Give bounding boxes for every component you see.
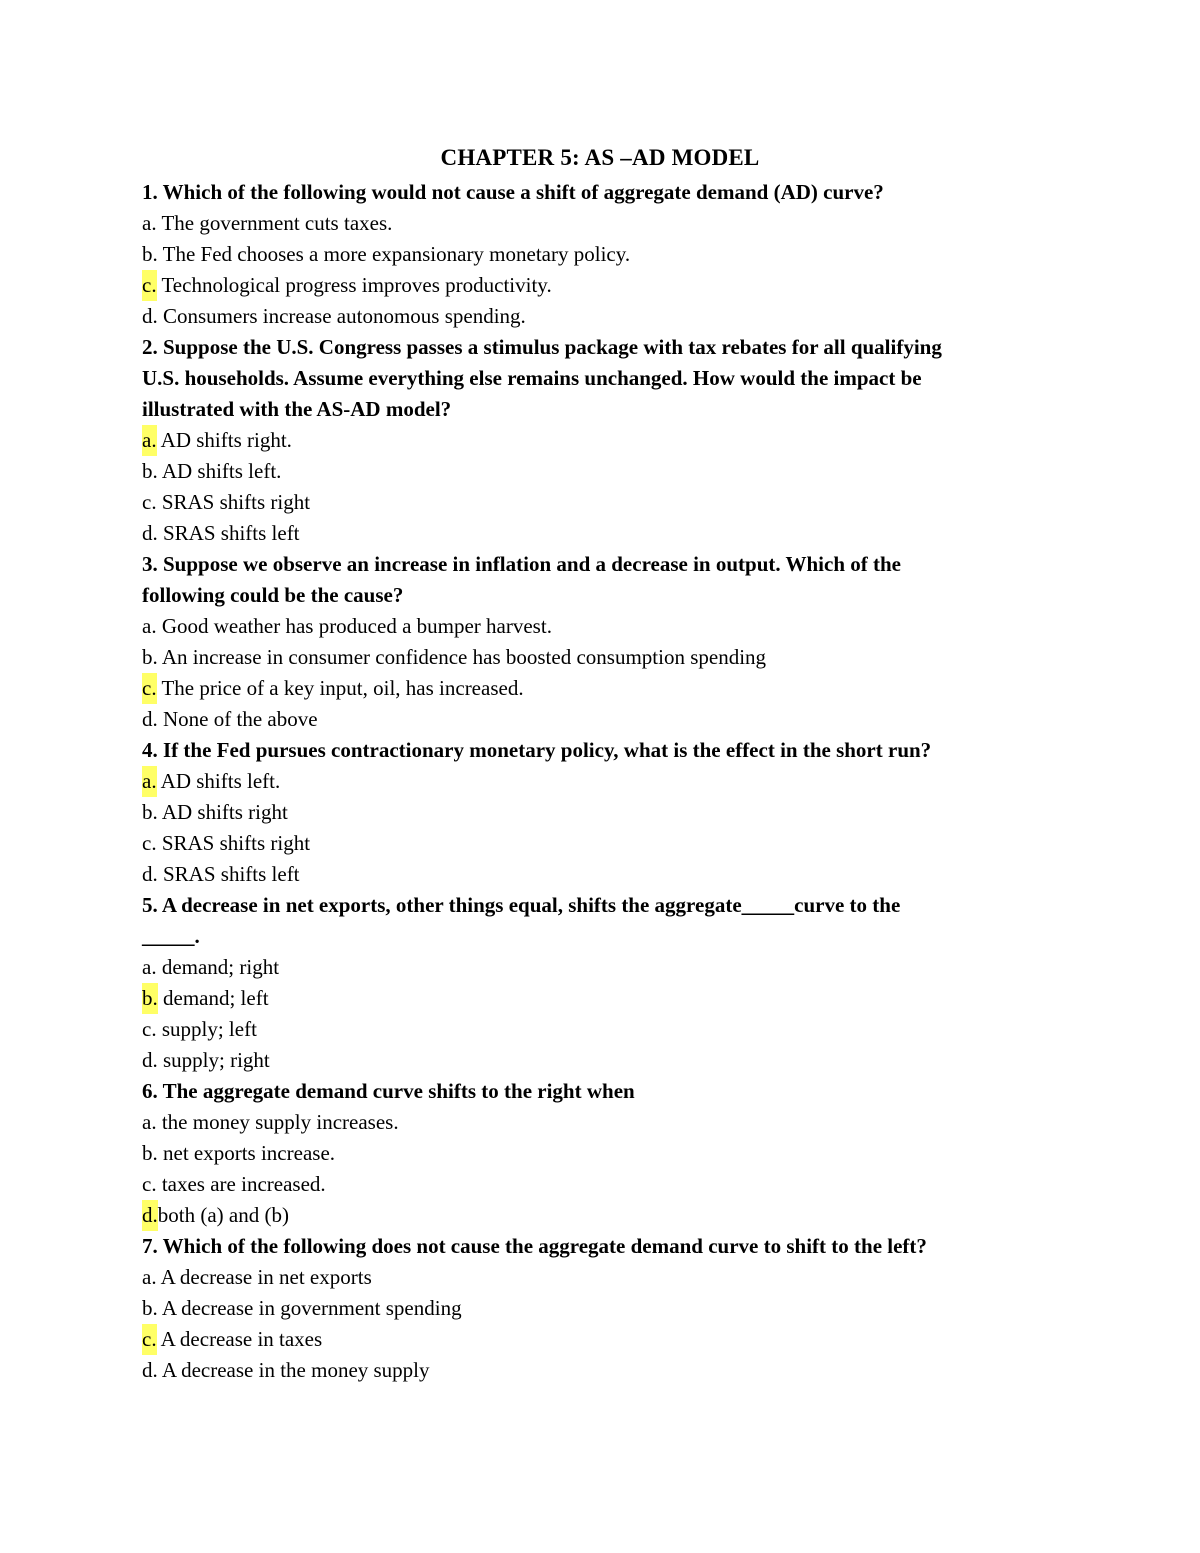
- answer-letter: b.: [142, 800, 158, 824]
- answer-text: demand; left: [157, 986, 269, 1010]
- answer-option: [142, 456, 1062, 487]
- answer-option: [142, 859, 1062, 890]
- answer-text: SRAS shifts left: [157, 521, 300, 545]
- answer-letter: d.: [142, 521, 158, 545]
- answer-option: [142, 828, 1062, 859]
- answer-option: [142, 611, 1062, 642]
- question-prompt: following could be the cause?: [142, 583, 404, 607]
- answer-option: [142, 1138, 1062, 1169]
- answer-letter-highlighted: b.: [142, 983, 158, 1014]
- answer-letter: c.: [142, 1017, 157, 1041]
- question-prompt: 6. The aggregate demand curve shifts to the right when: [142, 1079, 635, 1103]
- answer-letter: d.: [142, 304, 158, 328]
- answer-letter: d.: [142, 862, 158, 886]
- answer-text: supply; right: [157, 1048, 270, 1072]
- question-block: [142, 890, 1062, 1076]
- answer-text: taxes are increased.: [156, 1172, 326, 1196]
- answer-text: None of the above: [157, 707, 318, 731]
- question-prompt: _____.: [142, 924, 200, 948]
- answer-text: Technological progress improves productivity.: [156, 273, 552, 297]
- answer-option: [142, 1107, 1062, 1138]
- answer-text: An increase in consumer confidence has boosted consumption spending: [157, 645, 767, 669]
- answer-letter: c.: [142, 1172, 157, 1196]
- answer-option: [142, 1262, 1062, 1293]
- answer-letter: a.: [142, 1265, 157, 1289]
- answer-option: [142, 1324, 1062, 1355]
- question-prompt: 3. Suppose we observe an increase in inflation and a decrease in output. Which of the: [142, 552, 901, 576]
- answer-text: both (a) and (b): [157, 1203, 289, 1227]
- answer-option: [142, 518, 1062, 549]
- answer-letter: a.: [142, 1110, 157, 1134]
- answer-letter: d.: [142, 1048, 158, 1072]
- answer-letter-highlighted: c.: [142, 270, 157, 301]
- answer-option: [142, 487, 1062, 518]
- answer-letter-highlighted: a.: [142, 766, 157, 797]
- answer-option: [142, 766, 1062, 797]
- answer-text: The Fed chooses a more expansionary monetary policy.: [157, 242, 631, 266]
- question-prompt: 7. Which of the following does not cause the aggregate demand curve to shift to the left?: [142, 1234, 927, 1258]
- question-block: [142, 1231, 1062, 1386]
- answer-text: AD shifts left.: [156, 769, 281, 793]
- answer-letter: b.: [142, 645, 158, 669]
- answer-letter-highlighted: d.: [142, 1200, 158, 1231]
- answer-letter-highlighted: c.: [142, 1324, 157, 1355]
- answer-text: demand; right: [156, 955, 280, 979]
- question-prompt: 4. If the Fed pursues contractionary monetary policy, what is the effect in the short run?: [142, 738, 932, 762]
- question-block: [142, 332, 1062, 549]
- answer-option: [142, 1293, 1062, 1324]
- answer-letter: b.: [142, 1141, 158, 1165]
- answer-option: [142, 983, 1062, 1014]
- answer-text: the money supply increases.: [156, 1110, 399, 1134]
- answer-letter: b.: [142, 459, 158, 483]
- question-block: [142, 735, 1062, 890]
- page-title: CHAPTER 5: AS –AD MODEL: [440, 145, 760, 170]
- answer-option: [142, 425, 1062, 456]
- answer-option: [142, 1355, 1062, 1386]
- answer-text: A decrease in government spending: [157, 1296, 462, 1320]
- question-prompt: 2. Suppose the U.S. Congress passes a stimulus package with tax rebates for all qualifying: [142, 335, 942, 359]
- answer-letter: a.: [142, 955, 157, 979]
- answer-option: [142, 642, 1062, 673]
- question-block: [142, 549, 1062, 735]
- answer-option: [142, 208, 1062, 239]
- answer-option: [142, 239, 1062, 270]
- answer-text: Consumers increase autonomous spending.: [157, 304, 526, 328]
- answer-option: [142, 1014, 1062, 1045]
- answer-letter-highlighted: c.: [142, 673, 157, 704]
- answer-option: [142, 1169, 1062, 1200]
- answer-option: [142, 270, 1062, 301]
- question-block: [142, 1076, 1062, 1231]
- answer-text: SRAS shifts right: [156, 831, 311, 855]
- answer-text: A decrease in the money supply: [157, 1358, 430, 1382]
- question-prompt: 5. A decrease in net exports, other things equal, shifts the aggregate_____curve to the: [142, 893, 901, 917]
- answer-letter: c.: [142, 490, 157, 514]
- answer-letter: d.: [142, 707, 158, 731]
- question-prompt: 1. Which of the following would not cause a shift of aggregate demand (AD) curve?: [142, 180, 884, 204]
- answer-option: [142, 673, 1062, 704]
- answer-text: AD shifts left.: [157, 459, 282, 483]
- question-prompt: illustrated with the AS-AD model?: [142, 397, 452, 421]
- answer-text: supply; left: [156, 1017, 257, 1041]
- answer-letter: a.: [142, 211, 157, 235]
- answer-text: Good weather has produced a bumper harvest.: [156, 614, 552, 638]
- answer-option: [142, 1200, 1062, 1231]
- question-list: [142, 177, 1062, 1386]
- question-block: [142, 177, 1062, 332]
- answer-letter-highlighted: a.: [142, 425, 157, 456]
- answer-text: net exports increase.: [157, 1141, 336, 1165]
- answer-text: SRAS shifts left: [157, 862, 300, 886]
- answer-text: SRAS shifts right: [156, 490, 311, 514]
- answer-letter: c.: [142, 831, 157, 855]
- answer-letter: d.: [142, 1358, 158, 1382]
- answer-text: The government cuts taxes.: [156, 211, 393, 235]
- answer-text: AD shifts right: [157, 800, 288, 824]
- answer-text: AD shifts right.: [156, 428, 292, 452]
- answer-letter: b.: [142, 242, 158, 266]
- answer-text: The price of a key input, oil, has increased.: [156, 676, 524, 700]
- answer-option: [142, 704, 1062, 735]
- answer-option: [142, 797, 1062, 828]
- answer-letter: a.: [142, 614, 157, 638]
- answer-option: [142, 952, 1062, 983]
- answer-text: A decrease in net exports: [156, 1265, 372, 1289]
- question-prompt: U.S. households. Assume everything else remains unchanged. How would the impact be: [142, 366, 922, 390]
- answer-option: [142, 301, 1062, 332]
- answer-text: A decrease in taxes: [156, 1327, 323, 1351]
- answer-letter: b.: [142, 1296, 158, 1320]
- answer-option: [142, 1045, 1062, 1076]
